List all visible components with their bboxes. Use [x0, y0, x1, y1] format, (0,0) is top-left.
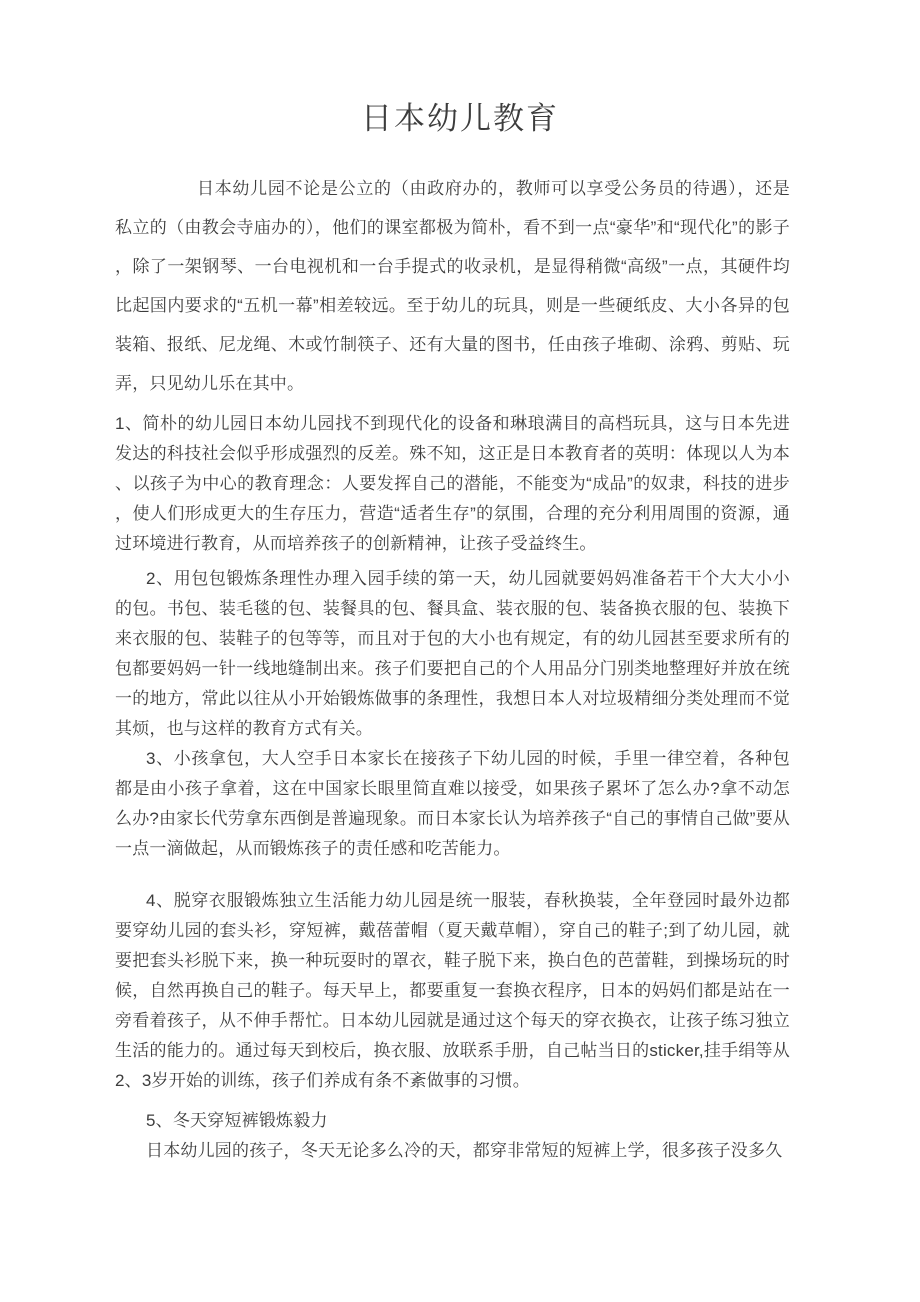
paragraph-section-5: 日本幼儿园的孩子，冬天无论多么冷的天，都穿非常短的短裤上学，很多孩子没多久	[146, 1141, 783, 1160]
paragraph-section-1: 1、简朴的幼儿园日本幼儿园找不到现代化的设备和琳琅满目的高档玩具，这与日本先进发达的科技社会似乎形成强烈的反差。殊不知，这正是日本教育者的英明：体现以人为本、以孩子为中心的教育理念：人要发挥自己的潜能，不能变为“成品”的奴隶，科技的进步，使人们形成更大的生存压力，营造“适者生存”的氛围，合理的充分利用周围的资源，通过环境进行教育，从而培养孩子的创新精神，让孩子受益终生。	[115, 414, 790, 553]
paragraph-section-4: 4、脱穿衣服锻炼独立生活能力幼儿园是统一服装，春秋换装，全年登园时最外边都要穿幼儿园的套头衫，穿短裤，戴蓓蕾帽（夏天戴草帽），穿自己的鞋子;到了幼儿园，就要把套头衫脱下来，换一种玩耍时的罩衣，鞋子脱下来，换白色的芭蕾鞋，到操场玩的时候，自然再换自己的鞋子。每天早上，都要重复一套换衣程序，日本的妈妈们都是站在一旁看着孩子，从不伸手帮忙。日本幼儿园就是通过这个每天的穿衣换衣，让孩子练习独立生活的能力的。通过每天到校后，换衣服、放联系手册，自己帖当日的sticker,挂手绢等从2、3岁开始的训练，孩子们养成有条不紊做事的习惯。	[115, 891, 790, 1090]
paragraph-section-2: 2、用包包锻炼条理性办理入园手续的第一天，幼儿园就要妈妈准备若干个大大小小的包。书包、装毛毯的包、装餐具的包、餐具盒、装衣服的包、装备换衣服的包、装换下来衣服的包、装鞋子的包等等，而且对于包的大小也有规定，有的幼儿园甚至要求所有的包都要妈妈一针一线地缝制出来。孩子们要把自己的个人用品分门别类地整理好并放在统一的地方，常此以往从小开始锻炼做事的条理性，我想日本人对垃圾精细分类处理而不觉其烦，也与这样的教育方式有关。	[115, 569, 790, 738]
paragraph-section-3: 3、小孩拿包，大人空手日本家长在接孩子下幼儿园的时候，手里一律空着，各种包都是由小孩子拿着，这在中国家长眼里简直难以接受，如果孩子累坏了怎么办?拿不动怎么办?由家长代劳拿东西倒是普遍现象。而日本家长认为培养孩子“自己的事情自己做”要从一点一滴做起，从而锻炼孩子的责任感和吃苦能力。	[115, 749, 790, 858]
heading-section-5: 5、冬天穿短裤锻炼毅力	[146, 1111, 328, 1130]
paragraph-intro: 日本幼儿园不论是公立的（由政府办的，教师可以享受公务员的待遇），还是私立的（由教会寺庙办的），他们的课室都极为简朴，看不到一点“豪华”和“现代化”的影子，除了一架钢琴、一台电视机和一台手提式的收录机，是显得稍微“高级”一点，其硬件均比起国内要求的“五机一幕”相差较远。至于幼儿的玩具，则是一些硬纸皮、大小各异的包装箱、报纸、尼龙绳、木或竹制筷子、还有大量的图书，任由孩子堆砌、涂鸦、剪贴、玩弄，只见幼儿乐在其中。	[115, 179, 790, 393]
document-title: 日本幼儿教育	[361, 101, 559, 136]
document-body	[0, 169, 920, 1166]
